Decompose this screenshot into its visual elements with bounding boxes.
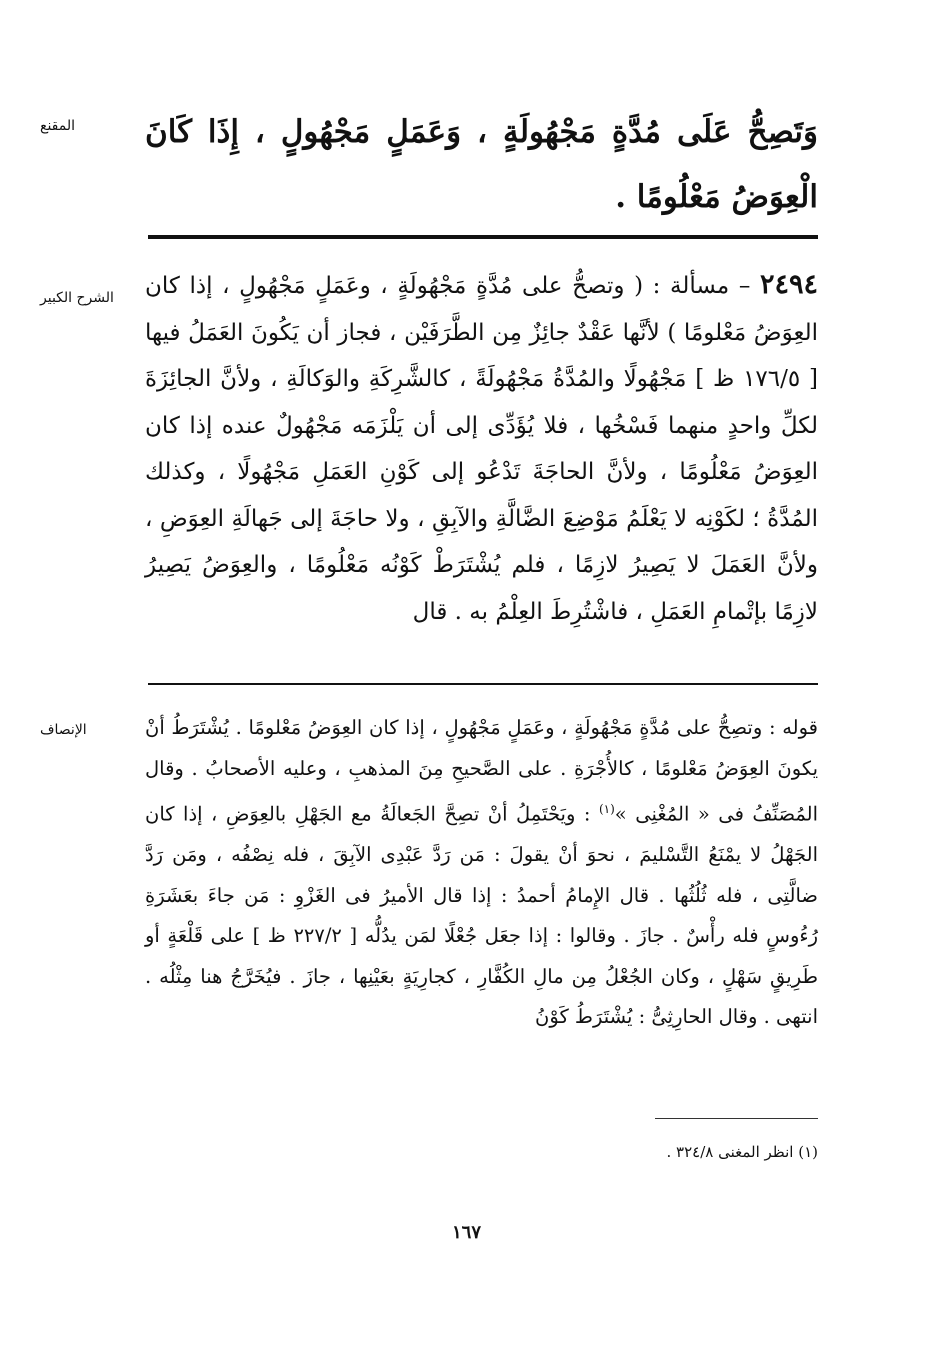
page-number: ١٦٧ — [451, 1222, 481, 1243]
sharh-label: الشرح الكبير — [40, 290, 114, 306]
sharh-text: – مسألة : ( وتصحُّ على مُدَّةٍ مَجْهُولَةٍ ، وعَمَلٍ مَجْهُولٍ ، إذا كان العِوَضُ مَعْلومًا ) لأنَّها عَقْدٌ جائِزٌ مِن الطَّرَفَيْن ، فجاز أن يَكُونَ العَمَلُ فيها [ ١٧٦/٥ ظ ] مَجْهُولًا والمُدَّةُ مَجْهُولَةً ، كالشَّرِكَةِ والوَكالَةِ ، ولأنَّ الجائِزَةَ لكلِّ واحدٍ منهما فَسْخُها ، فلا يُؤَدِّى إلى أن يَلْزَمَه مَجْهُولٌ عنده إذا كان العِوَضُ مَعْلُومًا ، ولأنَّ الحاجَةَ تَدْعُو إلى كَوْنِ العَمَلِ مَجْهُولًا ، وكذلك المُدَّةُ ؛ لكَوْنِه لا يَعْلَمُ مَوْضِعَ الضَّالَّةِ والآبِقِ ، ولا حاجَةَ إلى جَهالَةِ العِوَضِ ، ولأنَّ العَمَلَ لا يَصِيرُ لازِمًا ، فلم يُشْتَرَطْ كَوْنُه مَعْلُومًا ، والعِوَضُ يَصِيرُ لازِمًا بإتْمامِ العَمَلِ ، فاشْتُرِطَ العِلْمُ به . قال — [145, 273, 818, 625]
sharh-paragraph — [145, 262, 818, 635]
footnote-marker: (١) — [598, 802, 615, 816]
section-divider-thick — [148, 235, 818, 239]
muqni-text: وَتَصِحُّ عَلَى مُدَّةٍ مَجْهُولَةٍ ، وَعَمَلٍ مَجْهُولٍ ، إِذَا كَانَ الْعِوَضُ مَعْلُومًا . — [145, 114, 818, 215]
insaf-label: الإنصاف — [40, 722, 87, 738]
insaf-text-part2: : ويَحْتَمِلُ أنْ تصِحَّ الجَعالَةُ مع الجَهْلِ بالعِوَضِ ، إذا كان الجَهْلُ لا يمْنَعُ التَّسْليمَ ، نحوَ أنْ يقولَ : مَن رَدَّ عَبْدِى الآبِقَ ، فله نِصْفُه ، ومَن رَدَّ ضالَّتِى ، فله ثُلُثُها . قال الإِمامُ أحمدُ : إذا قال الأميرُ فى الغَزْوِ : مَن جاءَ بعَشَرَةِ رُءُوسٍ فله رأْسٌ . جازَ . وقالوا : إذا جعَل جُعْلًا لمَن يدُلُّه [ ٢٢٧/٢ ظ ] على قَلْعَةٍ أو طَرِيقٍ سَهْلٍ ، وكان الجُعْلُ مِن مالِ الكُفَّارِ ، كجارِيَةٍ بعَيْنِها ، جازَ . فيُخَرَّجُ هنا مِثْلُه . انتهى . وقال الحارِثِىُّ : يُشْتَرَطُ كَوْنُ — [145, 802, 818, 1028]
insaf-text-part1: قوله : وتصِحُّ على مُدَّةٍ مَجْهُولَةٍ ، وعَمَلٍ مَجْهُولٍ ، إذا كان العِوَضُ مَعْلومًا . يُشْتَرَطُ أنْ يكونَ العِوَضُ مَعْلومًا ، كالأُجْرَةِ . على الصَّحيحِ مِنَ المذهبِ ، وعليه الأصحابُ . وقال المُصَنِّفُ فى « المُغْنِى » — [145, 716, 818, 826]
footnote: (١) انظر المغنى ٣٢٤/٨ . — [666, 1143, 818, 1161]
section-divider-thin — [148, 683, 818, 685]
insaf-paragraph — [145, 708, 818, 1038]
muqni-label: المقنع — [40, 118, 76, 134]
footnote-divider — [655, 1118, 818, 1119]
issue-number: ٢٤٩٤ — [759, 269, 818, 300]
